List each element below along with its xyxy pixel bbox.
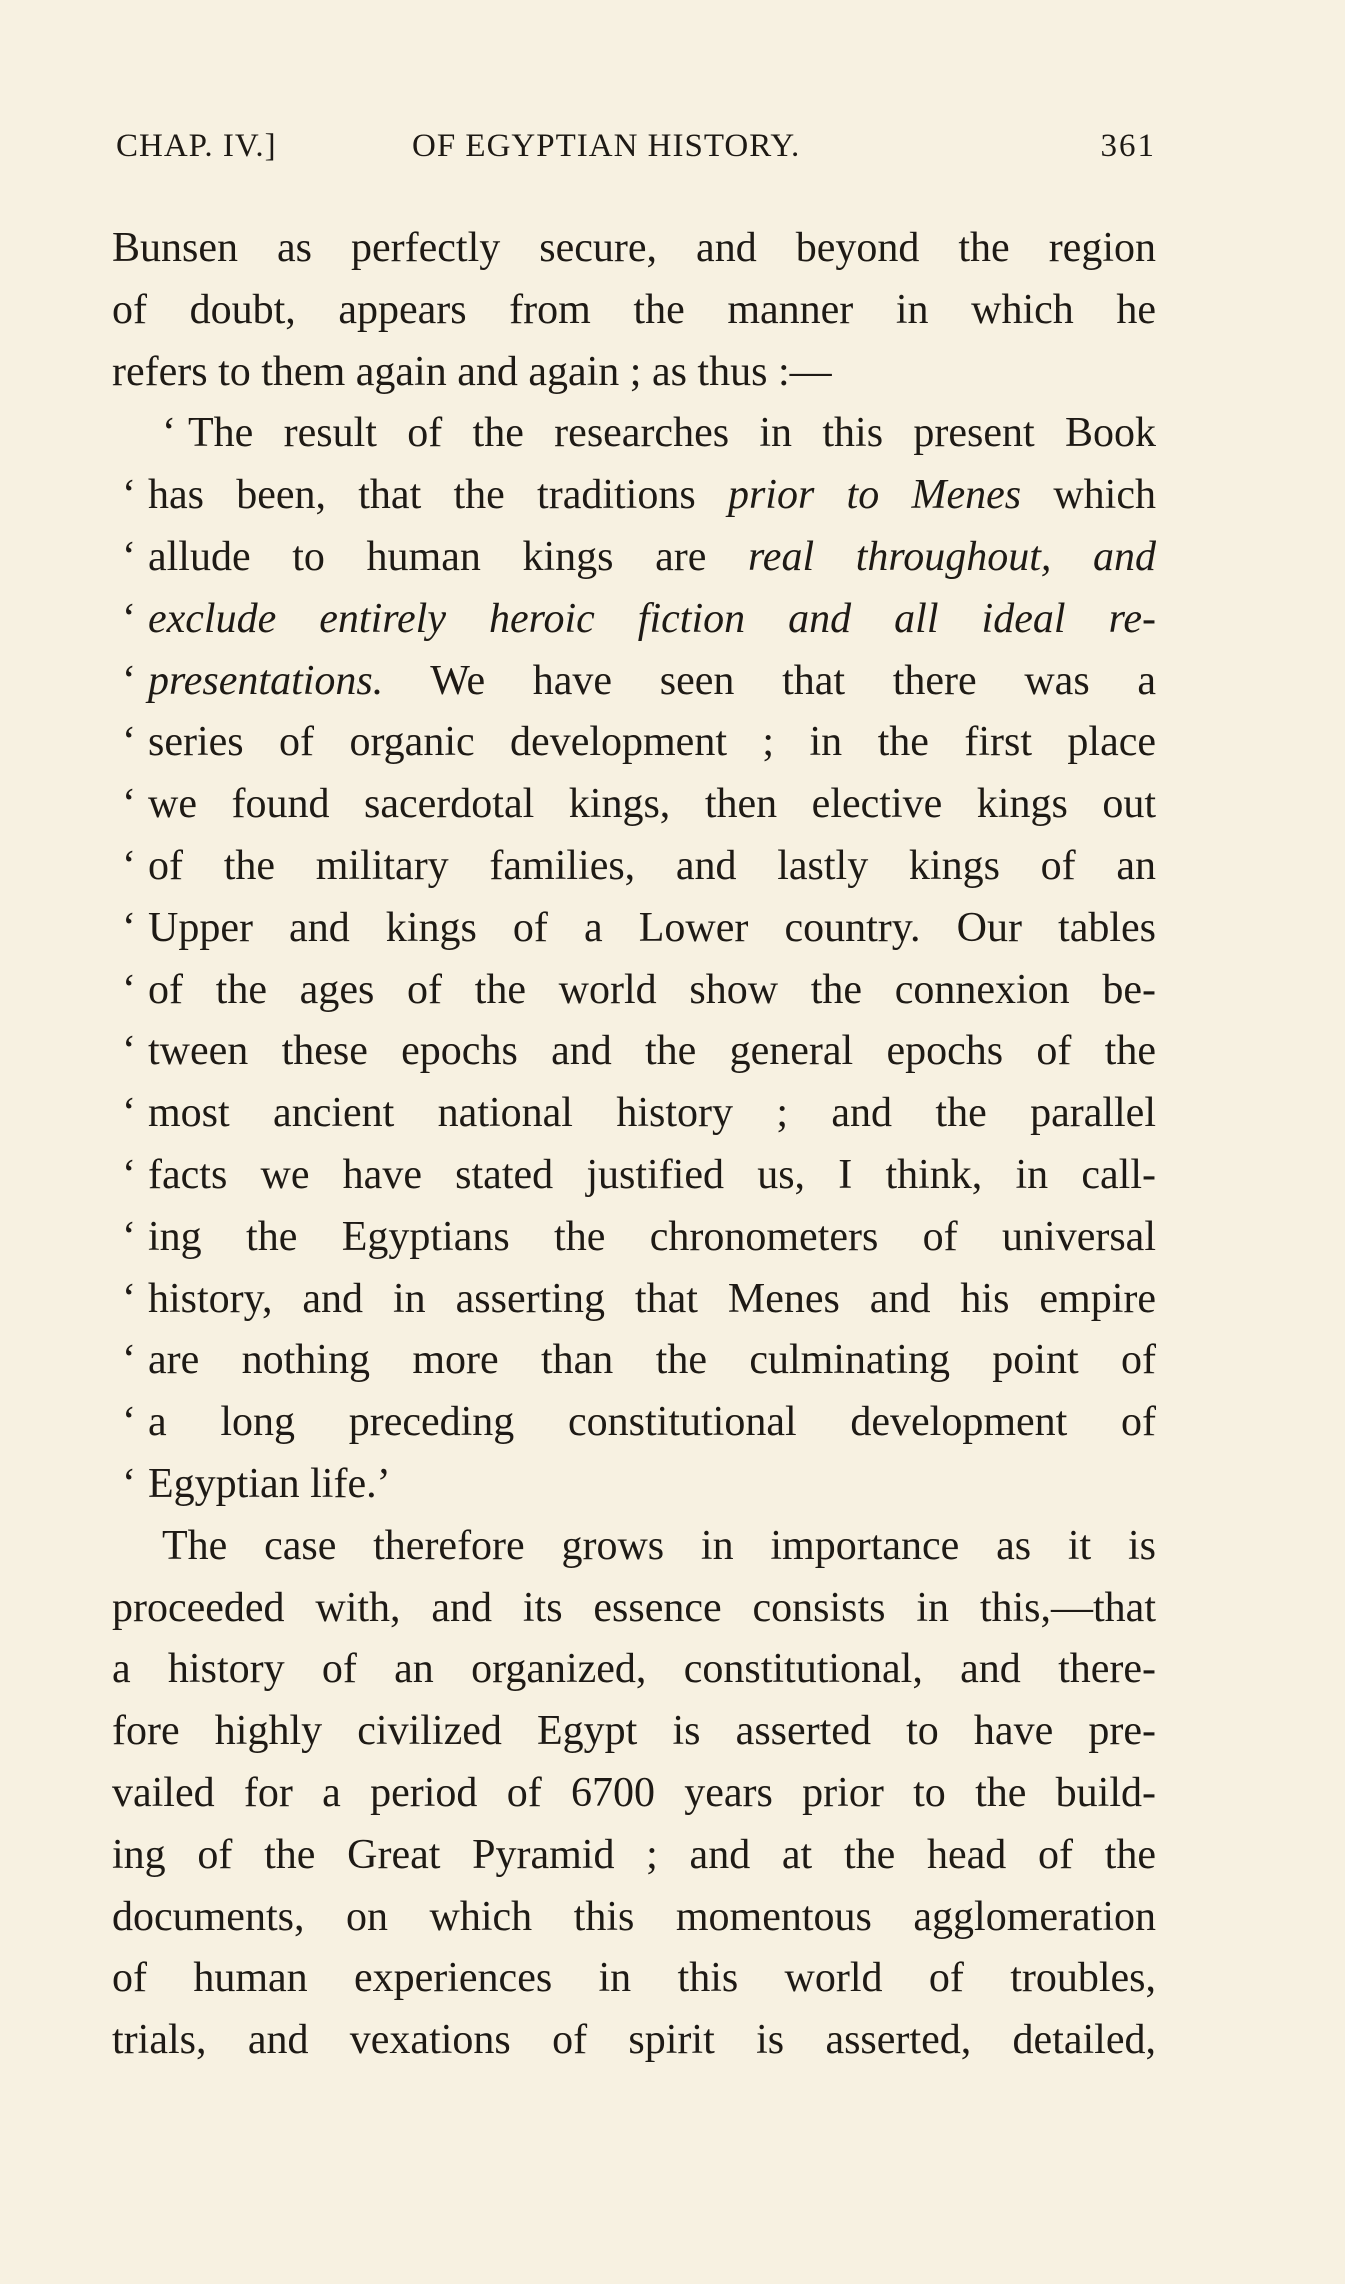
quote-line — [112, 1083, 1156, 1145]
quote-text: are nothing more than the culminating point of — [148, 1337, 1156, 1384]
quote-mark: ‘ — [122, 1337, 136, 1384]
quote-line — [112, 403, 1156, 465]
quote-line — [112, 1021, 1156, 1083]
text-line: vailed for a period of 6700 years prior to the build- — [112, 1769, 1156, 1816]
quote-text: ing the Egyptians the chronometers of universal — [148, 1213, 1156, 1260]
quote-line — [112, 651, 1156, 713]
text-line: proceeded with, and its essence consists in this,—that — [112, 1584, 1156, 1631]
quote-line — [112, 527, 1156, 589]
quote-line — [112, 836, 1156, 898]
quote-line — [112, 1207, 1156, 1269]
quote-mark: ‘ — [122, 966, 136, 1013]
quote-text: series of organic development ; in the first place — [148, 719, 1156, 766]
page-number: 361 — [1100, 128, 1156, 164]
text-line: documents, on which this momentous agglomeration — [112, 1893, 1156, 1940]
quote-mark: ‘ — [122, 719, 136, 766]
italic-text: presentations. — [148, 657, 384, 704]
quote-mark: ‘ — [122, 1460, 136, 1507]
quote-mark: ‘ — [122, 1028, 136, 1075]
quote-mark: ‘ — [122, 1151, 136, 1198]
quote-text: tween these epochs and the general epochs of the — [148, 1028, 1156, 1075]
quote-mark: ‘ — [122, 842, 136, 889]
quote-line — [112, 1392, 1156, 1454]
quote-mark: ‘ — [122, 1090, 136, 1137]
quote-line — [112, 1269, 1156, 1331]
chapter-label: CHAP. IV.] — [116, 128, 277, 164]
quote-mark: ‘ — [122, 595, 136, 642]
quote-line — [112, 774, 1156, 836]
quote-text: The result of the researches in this present Book — [188, 410, 1156, 457]
quote-mark: ‘ — [122, 1399, 136, 1446]
quote-text: Upper and kings of a Lower country. Our tables — [148, 904, 1156, 951]
quote-line — [112, 898, 1156, 960]
italic-text: real throughout, and — [748, 533, 1156, 580]
quote-text: facts we have stated justified us, I think, in call- — [148, 1151, 1156, 1198]
quote-text: history, and in asserting that Menes and his empire — [148, 1275, 1156, 1322]
quote-mark: ‘ — [122, 472, 136, 519]
running-title: OF EGYPTIAN HISTORY. — [412, 128, 801, 164]
quote-mark: ‘ — [162, 410, 176, 457]
quote-mark: ‘ — [122, 1213, 136, 1260]
quote-text: of the ages of the world show the connexion be- — [148, 966, 1156, 1013]
text-line: refers to them again and again ; as thus :— — [112, 348, 832, 395]
quote-line — [112, 960, 1156, 1022]
text-line: fore highly civilized Egypt is asserted to have pre- — [112, 1708, 1156, 1755]
text-line: ing of the Great Pyramid ; and at the head of the — [112, 1831, 1156, 1878]
text-line: trials, and vexations of spirit is asserted, detailed, — [112, 2017, 1156, 2064]
quote-text: has been, that the traditions — [148, 472, 728, 519]
quote-line — [112, 712, 1156, 774]
quote-mark: ‘ — [122, 657, 136, 704]
quote-line — [112, 1330, 1156, 1392]
quote-line — [112, 1145, 1156, 1207]
running-header — [116, 128, 1156, 178]
quote-mark: ‘ — [122, 781, 136, 828]
quote-mark: ‘ — [122, 904, 136, 951]
quote-line — [112, 1454, 1156, 1516]
italic-text: prior to Menes — [727, 472, 1022, 519]
quote-text: We have seen that there was a — [383, 657, 1156, 704]
quote-text: we found sacerdotal kings, then elective kings out — [148, 781, 1156, 828]
quote-line — [112, 589, 1156, 651]
quote-text: allude to human kings are — [148, 533, 749, 580]
page-body — [112, 218, 1156, 2072]
text-line: The case therefore grows in importance as it is — [162, 1522, 1156, 1569]
quote-text: of the military families, and lastly kings of an — [148, 842, 1156, 889]
quote-text: which — [1021, 472, 1156, 519]
quote-text: Egyptian life.’ — [148, 1460, 391, 1507]
text-line: a history of an organized, constitutional, and there- — [112, 1646, 1156, 1693]
text-line: of human experiences in this world of troubles, — [112, 1955, 1156, 2002]
quote-mark: ‘ — [122, 1275, 136, 1322]
italic-text: exclude entirely heroic fiction and all ideal re- — [148, 595, 1156, 642]
text-line: of doubt, appears from the manner in which he — [112, 286, 1156, 333]
quote-line — [112, 465, 1156, 527]
quote-text: a long preceding constitutional development of — [148, 1399, 1156, 1446]
quote-mark: ‘ — [122, 533, 136, 580]
quote-text: most ancient national history ; and the parallel — [148, 1090, 1156, 1137]
text-line: Bunsen as perfectly secure, and beyond the region — [112, 225, 1156, 271]
